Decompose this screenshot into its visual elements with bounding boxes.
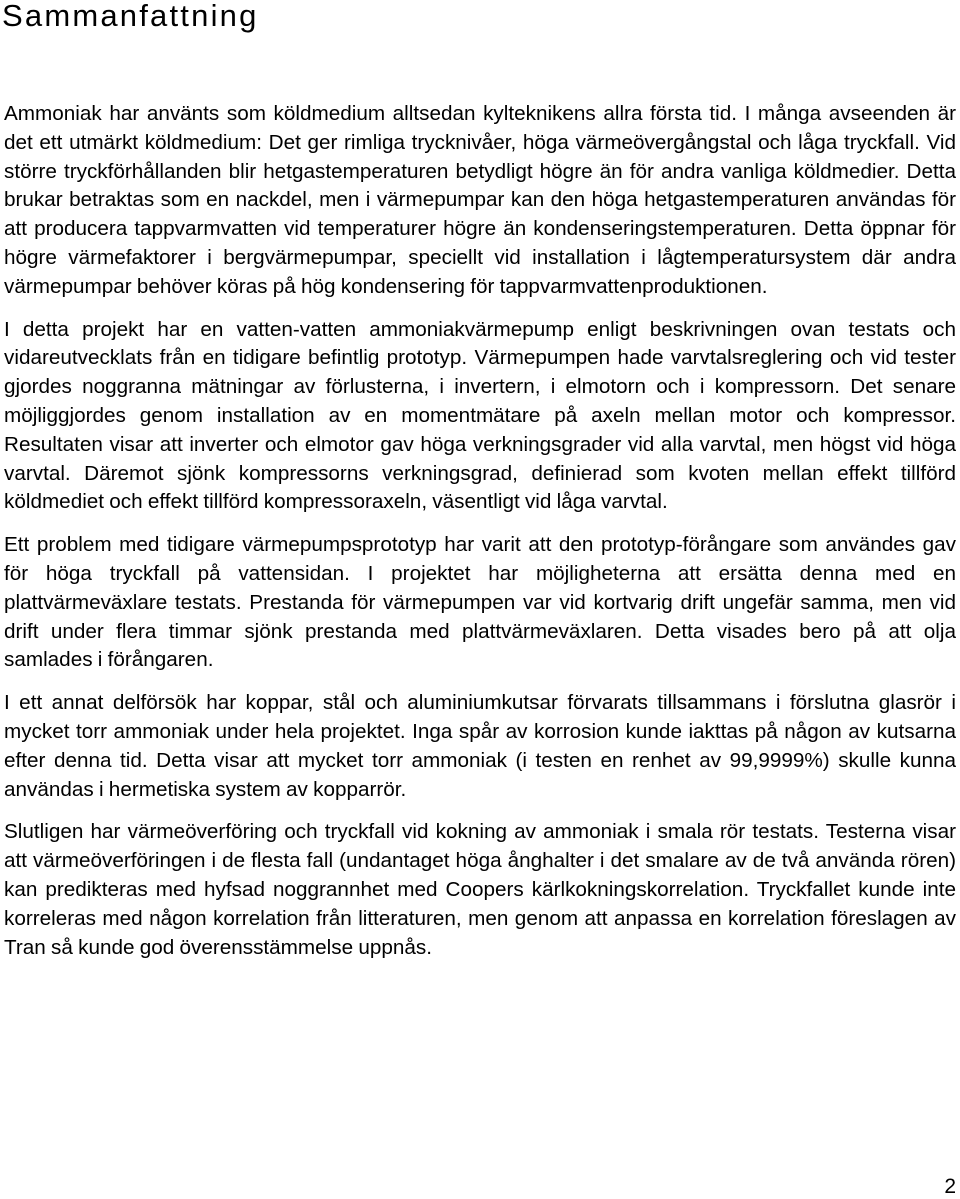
summary-body bbox=[4, 100, 956, 976]
paragraph-evaporator: Ett problem med tidigare värmepumpsprototyp har varit att den prototyp-förångare som användes gav för höga tryckfall på vattensidan. I projektet har möjligheterna att ersätta denna med en plattvärmeväxlare testats. Prestanda för värmepumpen var vid kortvarig drift ungefär samma, men vid drift under flera timmar sjönk prestanda med plattvärmeväxlaren. Detta visades bero på att olja samlades i förångaren. bbox=[4, 533, 956, 672]
page-number: 2 bbox=[944, 1175, 956, 1198]
paragraph-heat-transfer: Slutligen har värmeöverföring och tryckfall vid kokning av ammoniak i smala rör testats. Testerna visar att värmeöverföringen i de flesta fall (undantaget höga ånghalter i det smalare av de två använda rören) kan predikteras med hyfsad noggrannhet med Coopers kärlkokningskorrelation. Tryckfallet kunde inte korreleras med någon korrelation från litteraturen, men genom att anpassa en korrelation föreslagen av Tran så kunde god överensstämmelse uppnås. bbox=[4, 820, 956, 959]
paragraph-project-tests: I detta projekt har en vatten-vatten ammoniakvärmepump enligt beskrivningen ovan testats och vidareutvecklats från en tidigare befintlig prototyp. Värmepumpen hade varvtalsreglering och vid tester gjordes noggranna mätningar av förlusterna, i invertern, i elmotorn och i kompressorn. Det senare möjliggjordes genom installation av en momentmätare på axeln mellan motor och kompressor. Resultaten visar att inverter och elmotor gav höga verkningsgrader vid alla varvtal, men högst vid höga varvtal. Däremot sjönk kompressorns verkningsgrad, definierad som kvoten mellan effekt tillförd köldmediet och effekt tillförd kompressoraxeln, väsentligt vid låga varvtal. bbox=[4, 317, 956, 514]
paragraph-ammonia-intro: Ammoniak har använts som köldmedium alltsedan kylteknikens allra första tid. I många avseenden är det ett utmärkt köldmedium: Det ger rimliga trycknivåer, höga värmeövergångstal och låga tryckfall. Vid större tryckförhållanden blir hetgastemperaturen betydligt högre än för andra vanliga köldmedier. Detta brukar betraktas som en nackdel, men i värmepumpar kan den höga hetgastemperaturen användas för att producera tappvarmvatten vid temperaturer högre än kondenseringstemperaturen. Detta öppnar för högre värmefaktorer i bergvärmepumpar, speciellt vid installation i lågtemperatursystem där andra värmepumpar behöver köras på hög kondensering för tappvarmvattenproduktionen. bbox=[4, 102, 956, 298]
page-title: Sammanfattning bbox=[2, 0, 259, 33]
paragraph-corrosion: I ett annat delförsök har koppar, stål och aluminiumkutsar förvarats tillsammans i förslutna glasrör i mycket torr ammoniak under hela projektet. Inga spår av korrosion kunde iakttas på någon av kutsarna efter denna tid. Detta visar att mycket torr ammoniak (i testen en renhet av 99,9999%) skulle kunna användas i hermetiska system av kopparrör. bbox=[4, 691, 956, 801]
